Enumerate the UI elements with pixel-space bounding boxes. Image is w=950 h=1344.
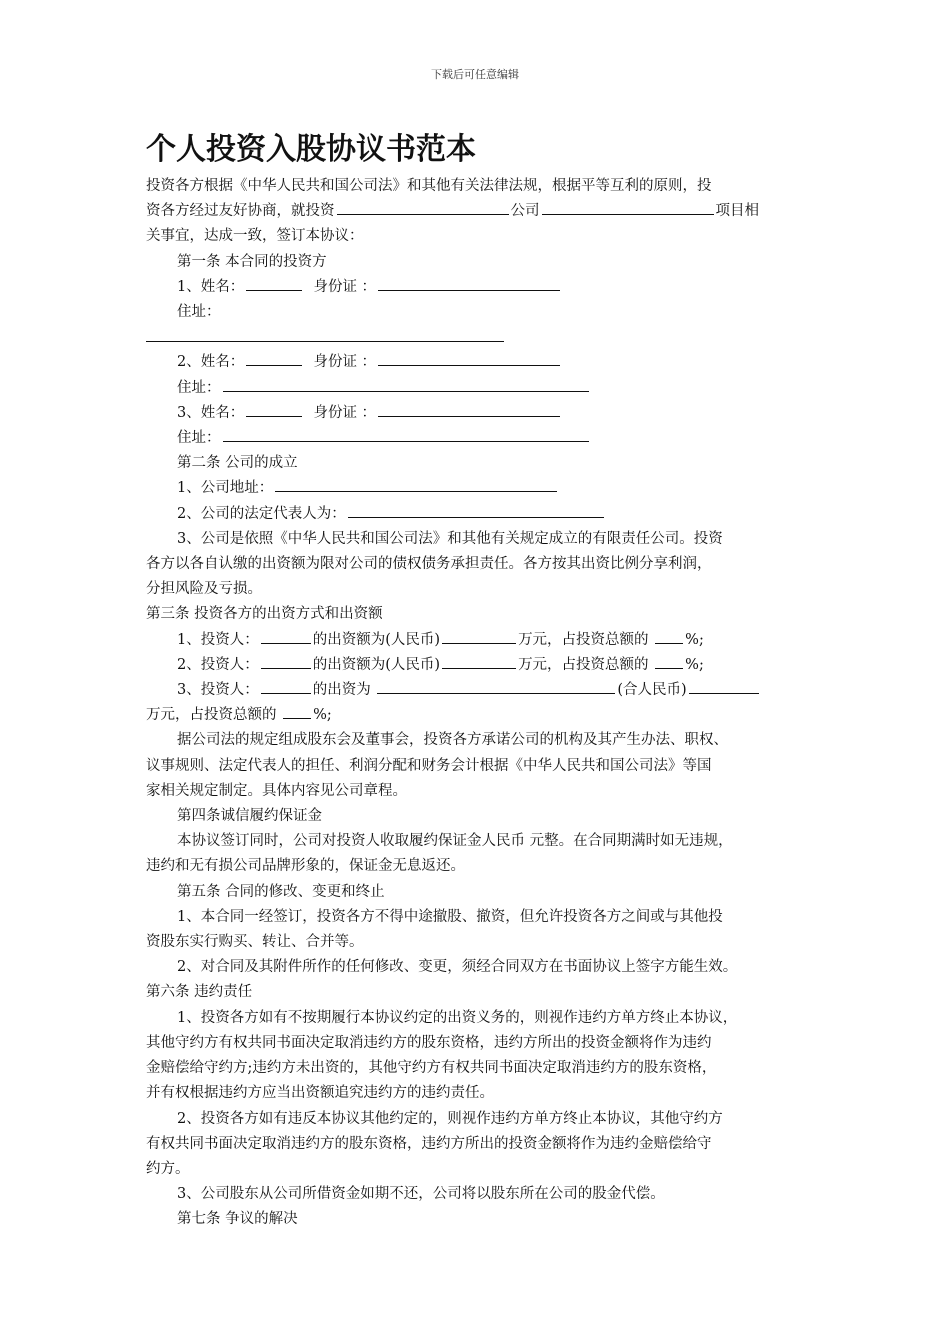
blank-field [378,402,560,417]
paragraph-line: 约方。 [146,1160,190,1177]
blank-field [442,654,516,669]
paragraph-line: 3、公司是依照《中华人民共和国公司法》和其他有关规定成立的有限责任公司。投资 [177,530,723,547]
paragraph-line: 有权共同书面决定取消违约方的股东资格，违约方所出的投资金额将作为违约金赔偿给守 [146,1135,712,1152]
document-title: 个人投资入股协议书范本 [146,132,476,167]
investment-row-1: 1、投资人： 的出资额为(人民币) 万元，占投资总额的 %; [146,628,826,653]
paragraph-line: 并有权根据违约方应当出资额追究违约方的违约责任。 [146,1085,494,1102]
paragraph-line: 金赔偿给守约方;违约方未出资的，其他守约方有权共同书面决定取消违约方的股东资格， [146,1060,717,1077]
blank-field [246,276,302,291]
investor-3-row: 3、姓名： 身份证 ： [146,401,826,426]
blank-field [223,427,589,442]
article-1-title: 第一条 本合同的投资方 [177,253,327,270]
address-blank-line [146,325,826,350]
document-body [146,174,826,1233]
blank-field [261,654,311,669]
paragraph-line: 各方以各自认缴的出资额为限对公司的债权债务承担责任。各方按其出资比例分享利润， [146,556,712,573]
paragraph-line: 1、本合同一经签订，投资各方不得中途撤股、撤资，但允许投资各方之间或与其他投 [177,908,723,925]
blank-field [378,351,560,366]
article-7-title: 第七条 争议的解决 [177,1211,298,1228]
paragraph-line: 3、公司股东从公司所借资金如期不还，公司将以股东所在公司的股金代偿。 [177,1186,665,1203]
blank-field [261,679,311,694]
paragraph-line: 分担风险及亏损。 [146,581,262,598]
paragraph-line: 其他守约方有权共同书面决定取消违约方的股东资格，违约方所出的投资金额将作为违约 [146,1034,712,1051]
intro-line: 投资各方根据《中华人民共和国公司法》和其他有关法律法规，根据平等互利的原则，投 [146,178,712,194]
blank-field [689,679,759,694]
blank-field [348,503,604,518]
investor-1-row: 1、姓名： 身份证 ： [146,275,826,300]
paragraph-line: 2、投资各方如有违反本协议其他约定的，则视作违约方单方终止本协议，其他守约方 [177,1110,723,1127]
blank-field [283,704,311,719]
blank-field [261,629,311,644]
article-2-title: 第二条 公司的成立 [177,455,298,472]
article-3-title: 第三条 投资各方的出资方式和出资额 [146,606,383,623]
article-5-title: 第五条 合同的修改、变更和终止 [177,883,385,900]
blank-field [655,629,683,644]
investment-row-3-cont: 万元，占投资总额的 %; [146,703,826,728]
article-4-title: 第四条诚信履约保证金 [177,808,322,825]
intro-line: 资各方经过友好协商，就投资 公司 项目相 [146,199,826,224]
paragraph-line: 家相关规定制定。具体内容见公司章程。 [146,782,407,799]
blank-field [442,629,516,644]
paragraph-line: 违约和无有损公司品牌形象的，保证金无息返还。 [146,858,465,875]
investor-1-address: 住址： [177,304,221,321]
blank-field [246,402,302,417]
investor-2-address: 住址： [146,376,826,401]
paragraph-line: 本协议签订同时，公司对投资人收取履约保证金人民币 元整。在合同期满时如无违规， [177,833,733,850]
investment-row-3: 3、投资人： 的出资为 (合人民币) [146,678,826,703]
article-6-title: 第六条 违约责任 [146,984,253,1001]
blank-field [246,351,302,366]
blank-field [377,679,615,694]
blank-field [378,276,560,291]
paragraph-line: 据公司法的规定组成股东会及董事会，投资各方承诺公司的机构及其产生办法、职权、 [177,732,728,749]
investment-row-2: 2、投资人： 的出资额为(人民币) 万元，占投资总额的 %; [146,653,826,678]
blank-field [223,377,589,392]
company-address: 1、公司地址： [146,476,826,501]
legal-representative: 2、公司的法定代表人为： [146,502,826,527]
paragraph-line: 议事规则、法定代表人的担任、利润分配和财务会计根据《中华人民共和国公司法》等国 [146,757,712,774]
blank-field [655,654,683,669]
investor-2-row: 2、姓名： 身份证 ： [146,350,826,375]
paragraph-line: 资股东实行购买、转让、合并等。 [146,934,364,951]
header-note: 下载后可任意编辑 [431,68,519,81]
investor-3-address: 住址： [146,426,826,451]
blank-field [337,200,509,215]
paragraph-line: 2、对合同及其附件所作的任何修改、变更，须经合同双方在书面协议上签字方能生效。 [177,959,738,976]
intro-line: 关事宜，达成一致，签订本协议： [146,228,364,245]
blank-field [275,477,557,492]
blank-field [542,200,714,215]
paragraph-line: 1、投资各方如有不按期履行本协议约定的出资义务的，则视作违约方单方终止本协议， [177,1009,738,1026]
